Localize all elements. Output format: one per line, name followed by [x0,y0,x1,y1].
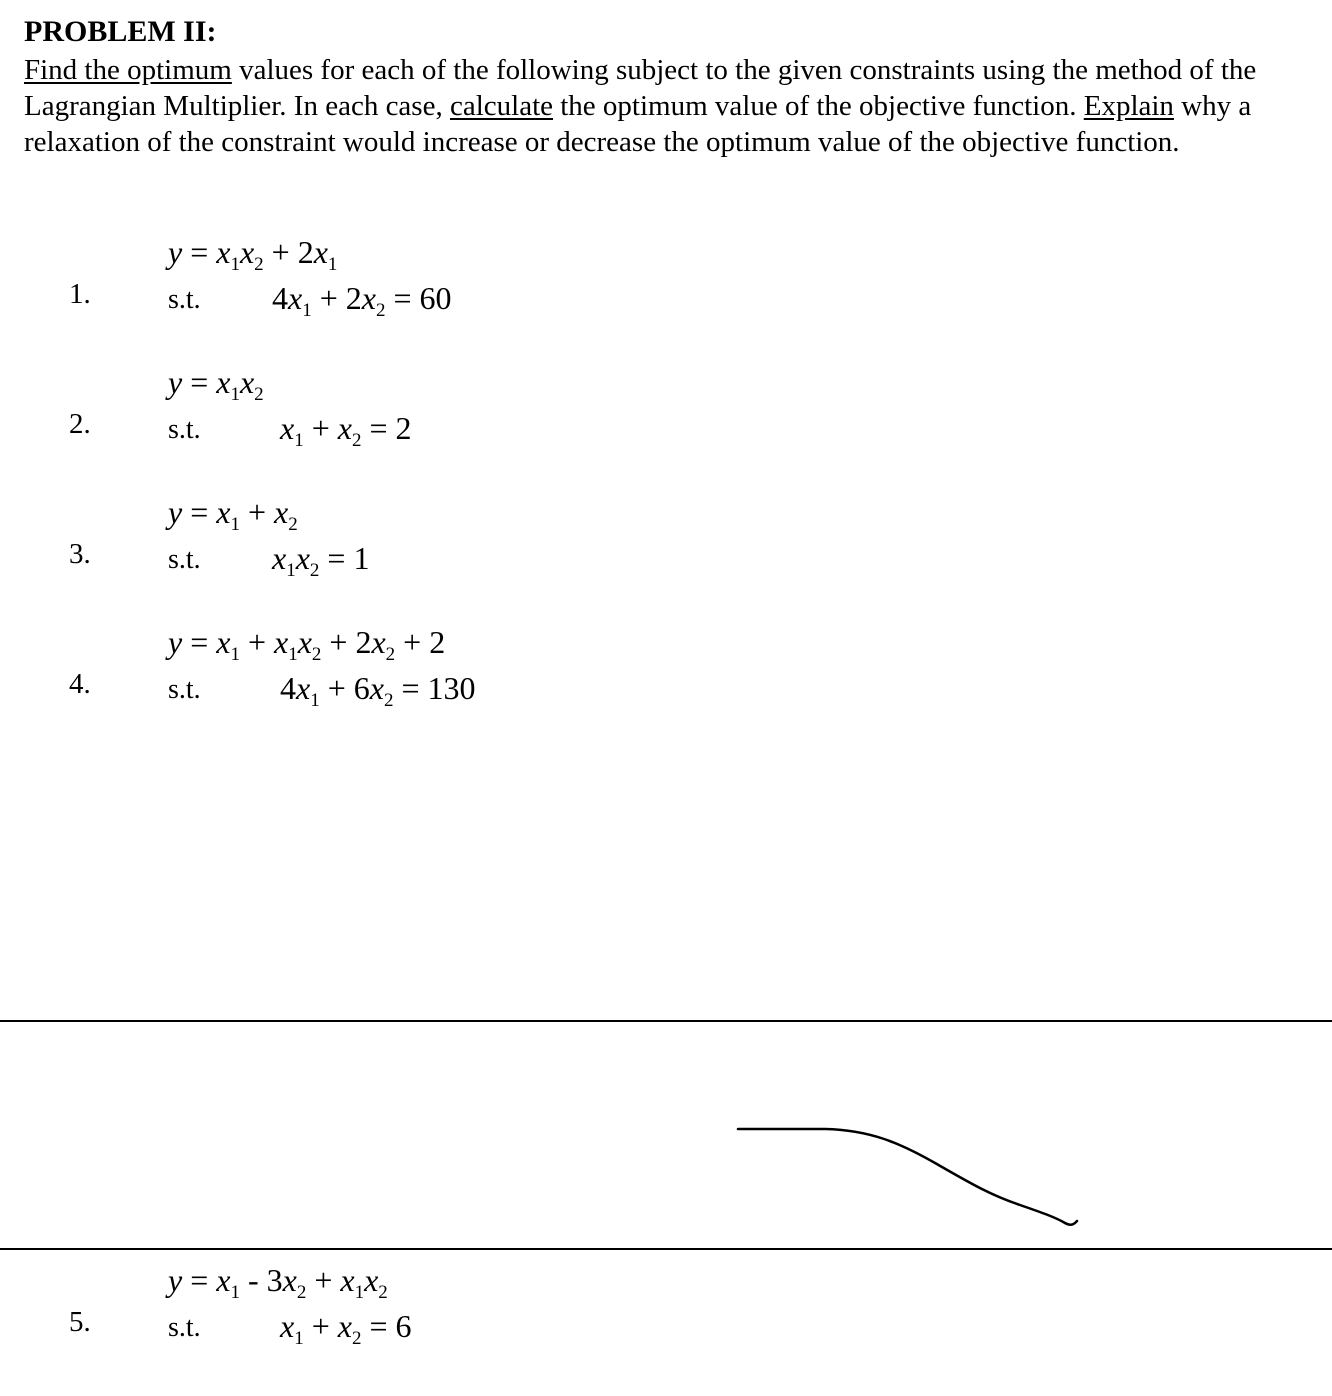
subject-to-label: s.t. [168,1312,201,1343]
instructions [24,52,1314,160]
constraint: $x_1 + x_2 = 6$ [280,1308,412,1349]
problem-number: 1. [69,278,91,310]
problem-title: PROBLEM II: [24,15,217,48]
objective-function: $y = x_1 + x_1x_2 + 2x_2 + 2$ [168,624,446,665]
handwritten-mark [730,1115,1090,1230]
objective-function: $y = x_1x_2$ [168,364,264,405]
divider-line [0,1248,1332,1250]
instr-find-optimum: Find the optimum [24,54,232,86]
constraint: $4x_1 + 6x_2 = 130$ [280,670,476,711]
problem-2 [0,362,1332,452]
problem-number: 3. [69,538,91,570]
instr-text-1: values for each of the following subject to the given constraints using the method of the Lagrangian Multiplier. In each case, [24,54,1257,122]
constraint: $x_1 + x_2 = 2$ [280,410,412,451]
constraint: $4x_1 + 2x_2 = 60$ [272,280,452,321]
scribble-stroke [738,1129,1077,1225]
instr-text-2: the optimum value of the objective function. [553,90,1084,122]
problem-number: 5. [69,1306,91,1338]
instr-calculate: calculate [449,90,553,122]
problem-3 [0,492,1332,582]
problem-1 [0,232,1332,322]
constraint: $x_1x_2 = 1$ [272,540,370,581]
divider-line [0,1020,1332,1022]
objective-function: $y = x_1x_2 + 2x_1$ [168,234,338,275]
problem-5 [0,1260,1332,1350]
subject-to-label: s.t. [168,674,201,705]
problem-4 [0,622,1332,712]
objective-function: $y = x_1 + x_2$ [168,494,298,535]
instr-text-3: why a relaxation of the constraint would increase or decrease the optimum value of the objective function. [24,90,1252,158]
objective-function: $y = x_1 - 3x_2 + x_1x_2$ [168,1262,388,1303]
subject-to-label: s.t. [168,544,201,575]
problem-number: 4. [69,668,91,700]
problem-number: 2. [69,408,91,440]
subject-to-label: s.t. [168,284,201,315]
instr-explain: Explain [1083,90,1174,122]
subject-to-label: s.t. [168,414,201,445]
